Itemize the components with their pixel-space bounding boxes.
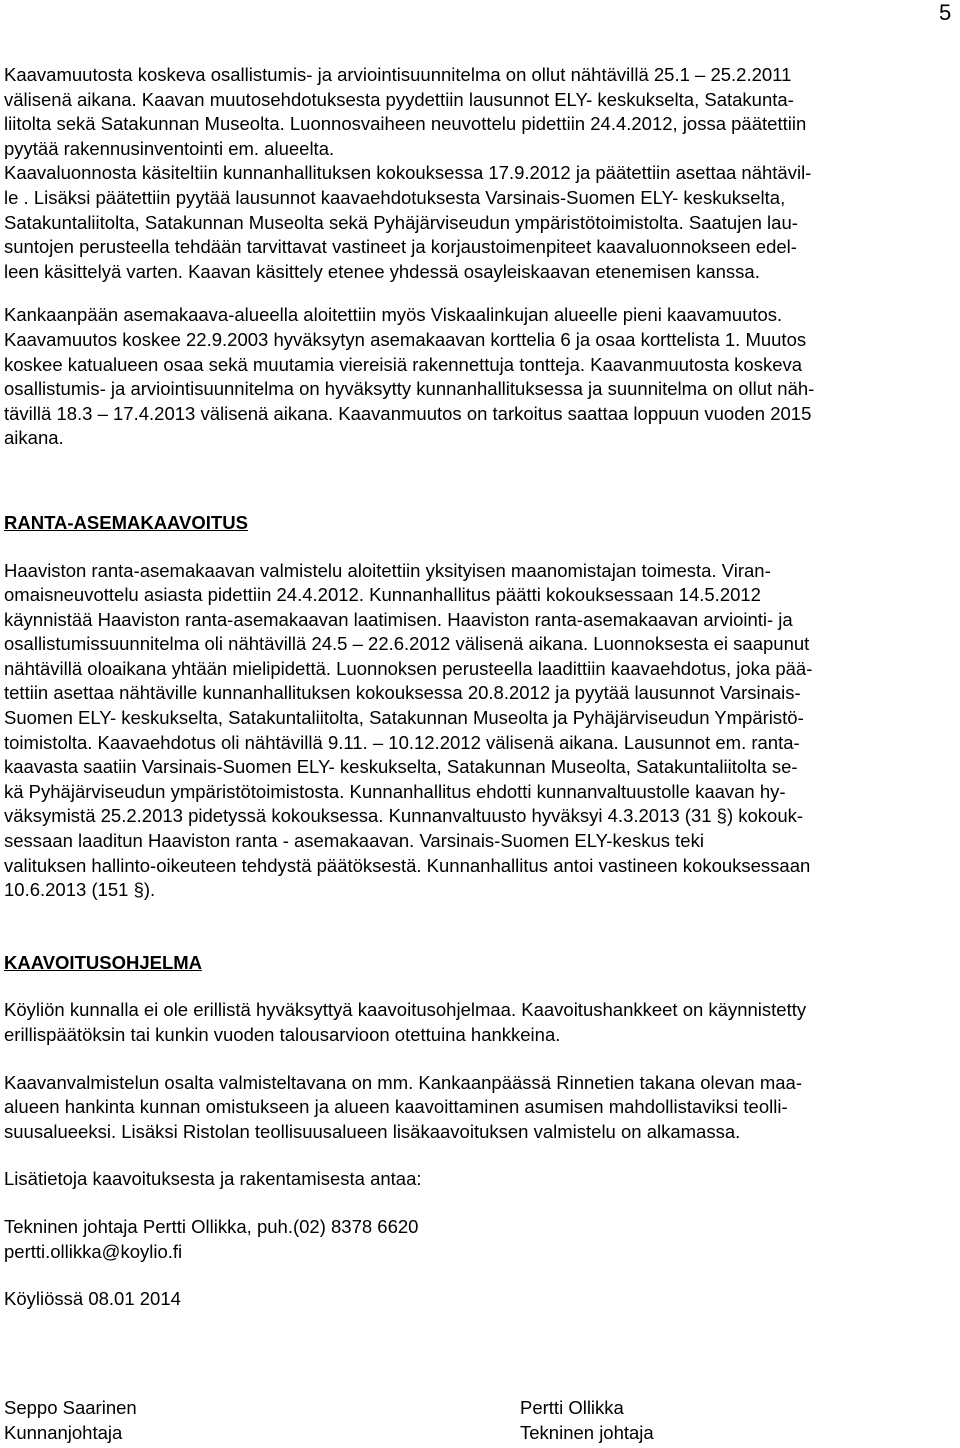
text-line: Kaavamuutosta koskeva osallistumis- ja arviointisuunnitelma on ollut nähtävillä 25.1 – 25.2.2011	[4, 64, 792, 85]
paragraph-viskaalinkuja	[4, 303, 954, 451]
text-line: leen käsittelyä varten. Kaavan käsittely etenee yhdessä osayleiskaavan etenemisen kanssa.	[4, 260, 760, 282]
text-line: 10.6.2013 (151 §).	[4, 879, 156, 901]
text-line: osallistumis- ja arviointisuunnitelma on hyväksytty kunnanhallituksessa ja suunnitelma on ollut näh-	[4, 378, 815, 400]
text-line: Köyliön kunnalla ei ole erillistä hyväksyttyä kaavoitusohjelmaa. Kaavoitushankkeet on käynnistetty	[4, 999, 807, 1021]
text-line: alueen hankinta kunnan omistukseen ja alueen kaavoittaminen asumisen mahdollistaviksi teolli-	[4, 1096, 788, 1118]
text-line: välisenä aikana. Kaavan muutosehdotuksesta pyydettiin lausunnot ELY- keskukselta, Satakunta-	[4, 88, 794, 110]
signer-title: Kunnanjohtaja	[4, 1421, 123, 1443]
info-intro: Lisätietoja kaavoituksesta ja rakentamisesta antaa:	[4, 1168, 422, 1190]
text-line: kä Pyhäjärviseudun ympäristötoimistosta. Kunnanhallitus ehdotti kunnanvaltuustolle kaavan hy-	[4, 780, 786, 802]
contact-email: pertti.ollikka@koylio.fi	[4, 1240, 183, 1262]
text-line: kaavasta saatiin Varsinais-Suomen ELY- keskukselta, Satakunnan Museolta, Satakuntaliitolta se-	[4, 756, 798, 778]
text-line: nähtävillä oloaikana yhtään mielipidettä. Luonnoksen perusteella laadittiin kaavaehdotus, joka pää-	[4, 657, 813, 679]
text-line: koskee katualueen osaa sekä muutamia viereisiä rakennettuja tontteja. Kaavanmuutosta koskeva	[4, 353, 803, 375]
page-number: 5	[939, 0, 952, 25]
text-line: suusalueeksi. Lisäksi Ristolan teollisuusalueen lisäkaavoituksen valmistelu on alkamassa.	[4, 1120, 741, 1142]
text-line: käynnistää Haaviston ranta-asemakaavan laatimisen. Haaviston ranta-asemakaavan arviointi- ja	[4, 608, 793, 630]
paragraph-kaavamuutos	[4, 63, 954, 284]
text-line: tävillä 18.3 – 17.4.2013 välisenä aikana. Kaavanmuutos on tarkoitus saattaa loppuun vuoden 2015	[4, 402, 812, 424]
text-line: valituksen hallinto-oikeuteen tehdystä päätöksestä. Kunnanhallitus antoi vastineen kokouksessaan	[4, 854, 811, 876]
text-line: Haaviston ranta-asemakaavan valmistelu aloitettiin yksityisen maanomistajan toimesta. Viran-	[4, 559, 771, 581]
text-line: erillispäätöksin tai kunkin vuoden talousarvioon otettuina hankkeina.	[4, 1024, 561, 1045]
signer-title: Tekninen johtaja	[520, 1421, 654, 1443]
text-line: sessaan laaditun Haaviston ranta - asemakaavan. Varsinais-Suomen ELY-keskus teki	[4, 830, 704, 852]
text-line: Kankaanpään asemakaava-alueella aloitettiin myös Viskaalinkujan alueelle pieni kaavamuutos.	[4, 304, 783, 326]
place-date: Köyliössä 08.01 2014	[4, 1288, 181, 1310]
signature-left	[4, 1396, 137, 1445]
paragraph-kaavanvalmistelu	[4, 1071, 954, 1145]
section-heading-kaavoitusohjelma: KAAVOITUSOHJELMA	[4, 951, 203, 973]
text-line: le . Lisäksi päätettiin pyytää lausunnot kaavaehdotuksesta Varsinais-Suomen ELY- keskukselta,	[4, 186, 786, 208]
section-heading-ranta-asemakaavoitus: RANTA-ASEMAKAAVOITUS	[4, 511, 248, 533]
text-line: osallistumissuunnitelma oli nähtävillä 24.5 – 22.6.2012 välisenä aikana. Luonnoksesta ei saapunut	[4, 633, 810, 655]
text-line: toimistolta. Kaavaehdotus oli nähtävillä 9.11. – 10.12.2012 välisenä aikana. Lausunnot em. ranta-	[4, 731, 800, 753]
text-line: Suomen ELY- keskukselta, Satakuntaliitolta, Satakunnan Museolta ja Pyhäjärviseudun Ympäristö-	[4, 707, 804, 729]
text-line: Satakuntaliitolta, Satakunnan Museolta sekä Pyhäjärviseudun ympäristötoimistolta. Saatujen lau-	[4, 211, 798, 233]
signer-name: Pertti Ollikka	[520, 1397, 624, 1418]
text-line: Kaavanvalmistelun osalta valmisteltavana on mm. Kankaanpäässä Rinnetien takana olevan maa-	[4, 1071, 803, 1093]
text-line: liitolta sekä Satakunnan Museolta. Luonnosvaiheen neuvottelu pidettiin 24.4.2012, jossa päätettiin	[4, 113, 807, 135]
paragraph-kaavoitusohjelma	[4, 998, 954, 1047]
text-line: Kaavaluonnosta käsiteltiin kunnanhallituksen kokouksessa 17.9.2012 ja päätettiin asettaa nähtävil-	[4, 162, 812, 184]
text-line: omaisneuvottelu asiasta pidettiin 24.4.2012. Kunnanhallitus päätti kokouksessaan 14.5.2012	[4, 584, 761, 606]
contact-line: Tekninen johtaja Pertti Ollikka, puh.(02) 8378 6620	[4, 1215, 419, 1237]
text-line: Kaavamuutos koskee 22.9.2003 hyväksytyn asemakaavan korttelia 6 ja osaa korttelista 1. Muutos	[4, 328, 807, 350]
text-line: pyytää rakennusinventointi em. alueelta.	[4, 137, 335, 159]
signature-right	[520, 1396, 654, 1445]
document-body	[4, 63, 954, 1312]
text-line: tettiin asettaa nähtäville kunnanhallituksen kokouksessa 20.8.2012 ja pyytää lausunnot Varsinais-	[4, 682, 801, 704]
text-line: aikana.	[4, 427, 64, 449]
text-line: väksymistä 25.2.2013 pidetyssä kokouksessa. Kunnanvaltuusto hyväksyi 4.3.2013 (31 §) kokouk-	[4, 805, 804, 827]
signer-name: Seppo Saarinen	[4, 1397, 137, 1418]
text-line: suntojen perusteella tehdään tarvittavat vastineet ja korjaustoimenpiteet kaavaluonnokseen edel-	[4, 236, 797, 258]
paragraph-haavisto	[4, 559, 954, 903]
